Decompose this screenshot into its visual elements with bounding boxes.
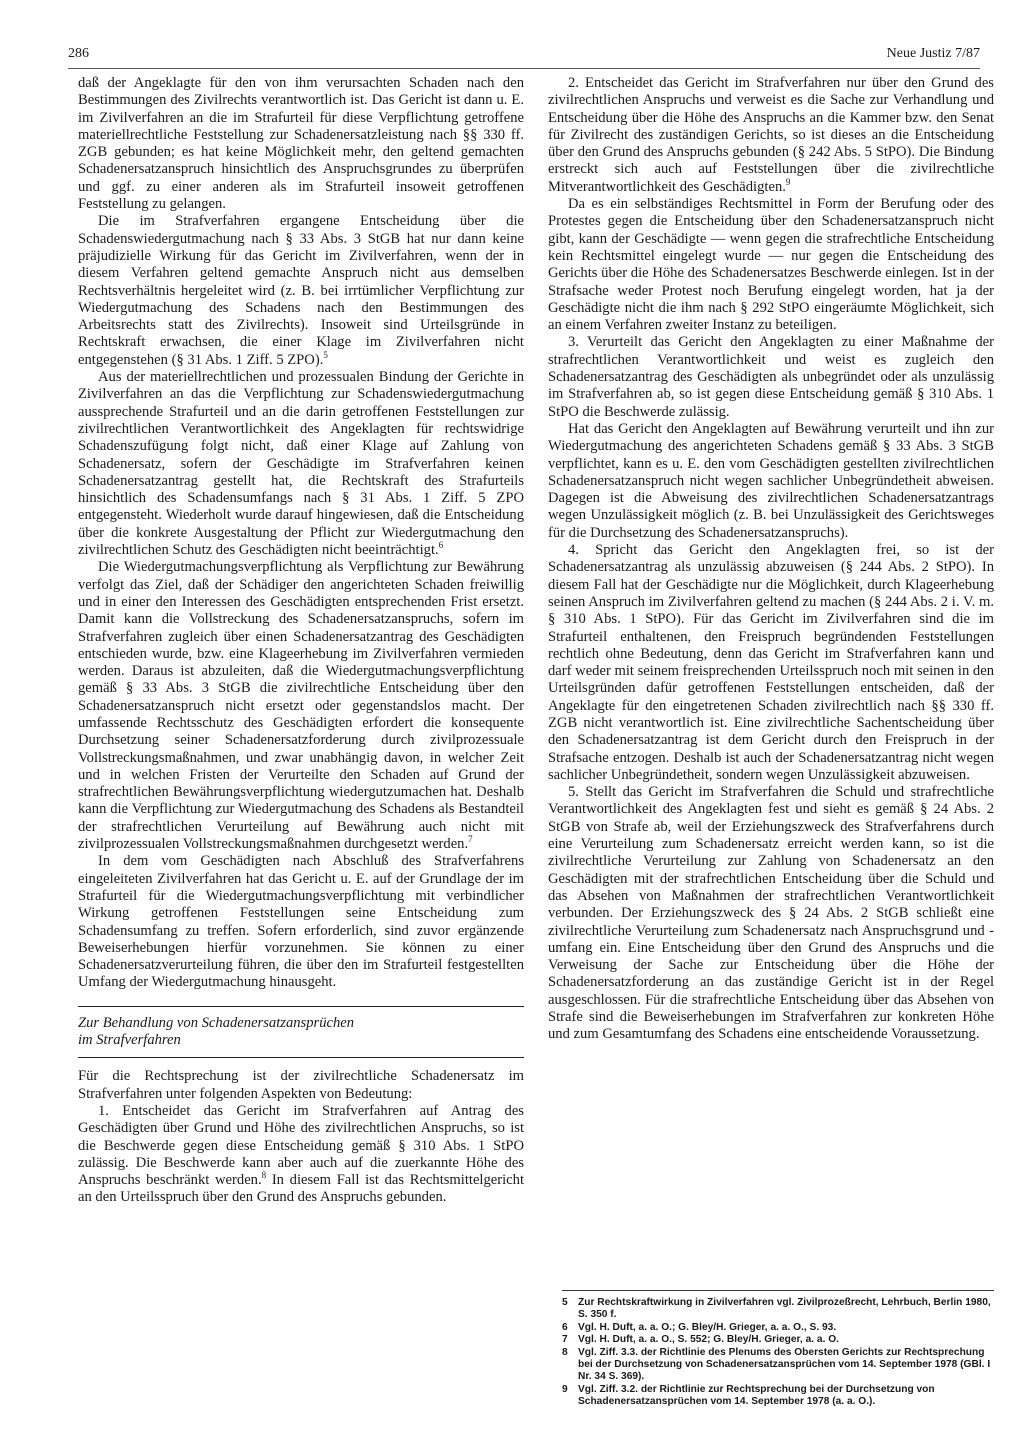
right-column bbox=[548, 75, 994, 1044]
paragraph: Aus der materiellrechtlichen und prozessualen Bindung der Gerichte in Zivilverfahren an das die Verpflichtung zur Schadenswiedergutmachung aussprechende Strafurteil und an die darin getroffenen Feststellungen zur zivilrechtlichen Verantwortlichkeit des Angeklagten für rechtswidrige Schadenszufügung folgt nicht, daß einer Klage auf Zahlung von Schadenersatz, sofern der Geschädigte im Strafverfahren keinen Schadenersatzantrag gestellt hat, die Rechtskraft des Strafurteils hinsichtlich des Schadensumfangs nach § 31 Abs. 1 Ziff. 5 ZPO entgegensteht. Wiederholt wurde darauf hingewiesen, daß die Entscheidung über die konkrete Ausgestaltung der Pflicht zur Wiedergutmachung den zivilrechtlichen Schutz des Geschädigten nicht beeinträchtigt.$^6$ bbox=[78, 369, 524, 559]
paragraph: 4. Spricht das Gericht den Angeklagten frei, so ist der Schadenersatzantrag als unzulässig abzuweisen (§ 244 Abs. 2 StPO). In diesem Fall hat der Geschädigte nur die Möglichkeit, durch Klageerhebung seinen Anspruch im Zivilverfahren geltend zu machen (§ 244 Abs. 2 i. V. m. § 310 Abs. 1 StPO). Für das Gericht im Zivilverfahren sind die im Strafurteil enthaltenen, den Freispruch begründenden Feststellungen rechtlich ohne Bedeutung, denn das Gericht im Strafverfahren kann und darf weder mit seinem freisprechenden Urteilsspruch noch mit seinen in den Urteilsgründen dafür getroffenen Feststellungen entscheiden, daß der Angeklagte für den eingetretenen Schaden zivilrechtlich nach §§ 330 ff. ZGB nicht verantwortlich ist. Eine zivilrechtliche Sachentscheidung über den Schadenersatzantrag ist dem Gericht durch den Freispruch in der Strafsache entzogen. Deshalb ist auch der Schadenersatzantrag nicht wegen sachlicher Unbegründetheit, sondern wegen Unzulässigkeit abzuweisen. bbox=[548, 542, 994, 783]
footnote-ref[interactable]: 8 bbox=[261, 1170, 267, 1181]
footnote: 5 Zur Rechtskraftwirkung in Zivilverfahren vgl. Zivilprozeßrecht, Lehrbuch, Berlin 1980, S. 350 f. bbox=[562, 1297, 991, 1321]
left-column bbox=[78, 75, 524, 1207]
paragraph: Da es ein selbständiges Rechtsmittel in Form der Berufung oder des Protestes gegen die Entscheidung über den Schadenersatzanspruch nicht gibt, kann der Geschädigte — wenn gegen die strafrechtliche Entscheidung kein Rechtsmittel eingelegt wurde — nur gegen die Entscheidung des Gerichts über die Höhe des Schadenersatzes Beschwerde einlegen. Ist in der Strafsache weder Protest noch Berufung eingelegt worden, hat ja der Geschädigte nicht die ihm nach § 292 StPO eingeräumte Möglichkeit, sich an einem Verfahren zweiter Instanz zu beteiligen. bbox=[548, 196, 994, 334]
paragraph: 2. Entscheidet das Gericht im Strafverfahren nur über den Grund des zivilrechtlichen Anspruchs und verweist es die Sache zur Verhandlung und Entscheidung über die Höhe des Anspruchs an die Kammer bzw. den Senat für Zivilrecht des zuständigen Gerichts, so ist dieses an die Entscheidung über den Grund des Anspruchs gebunden (§ 242 Abs. 5 StPO). Die Bindung erstreckt sich auch auf Feststellungen über die zivilrechtliche Mitverantwortlichkeit des Geschädigten.$^9$ bbox=[548, 75, 994, 195]
footnote: 7 Vgl. H. Duft, a. a. O., S. 552; G. Bley/H. Grieger, a. a. O. bbox=[562, 1334, 839, 1346]
footnote: 6 Vgl. H. Duft, a. a. O.; G. Bley/H. Grieger, a. a. O., S. 93. bbox=[562, 1321, 837, 1333]
footnote: 8 Vgl. Ziff. 3.3. der Richtlinie des Plenums des Obersten Gerichts zur Rechtsprechung bei der Durchsetzung von Schadenersatzansprüchen vom 14. September 1978 (GBl. I Nr. 34 S. 369). bbox=[562, 1346, 991, 1383]
footnote-ref[interactable]: 6 bbox=[438, 540, 444, 551]
page-number: 286 bbox=[68, 46, 89, 61]
section-title-line: im Strafverfahren bbox=[78, 1032, 181, 1049]
paragraph: 3. Verurteilt das Gericht den Angeklagten zu einer Maßnahme der strafrechtlichen Verantwortlichkeit und weist es zugleich den Schadenersatzantrag des Geschädigten als unbegründet oder als unzulässig im Strafverfahren ab, so ist gegen diese Entscheidung gemäß § 310 Abs. 1 StPO die Beschwerde zulässig. bbox=[548, 334, 994, 420]
paragraph: 1. Entscheidet das Gericht im Strafverfahren auf Antrag des Geschädigten über Grund und Höhe des zivilrechtlichen Anspruchs, so ist die Beschwerde gegen diese Entscheidung gemäß § 310 Abs. 1 StPO zulässig. Die Beschwerde kann aber auch auf die zuerkannte Höhe des Anspruchs beschränkt werden.$^8$ In diesem Fall ist das Rechtsmittelgericht an den Urteilsspruch über den Grund des Anspruchs gebunden. bbox=[78, 1102, 524, 1206]
page-header bbox=[68, 44, 980, 69]
section-heading bbox=[78, 1006, 524, 1059]
footnote: 9 Vgl. Ziff. 3.2. der Richtlinie zur Rechtsprechung bei der Durchsetzung von Schadenersatzansprüchen vom 14. September 1978 (a. a. O.). bbox=[562, 1383, 935, 1408]
footnotes bbox=[562, 1290, 994, 1409]
section-title-line: Zur Behandlung von Schadenersatzansprüchen bbox=[78, 1014, 355, 1031]
footnote-ref[interactable]: 9 bbox=[785, 176, 791, 187]
paragraph: Die Wiedergutmachungsverpflichtung als Verpflichtung zur Bewährung verfolgt das Ziel, daß der Schädiger den angerichteten Schaden freiwillig und in einer den Interessen des Geschädigten entsprechenden Frist ersetzt. Damit kann die Vollstreckung des Schadenersatzanspruchs, sofern im Strafverfahren zugleich über einen Schadenersatzantrag des Geschädigten entschieden wurde, bzw. eine Klageerhebung im Zivilverfahren vermieden werden. Daraus ist abzuleiten, daß die Wiedergutmachungsverpflichtung gemäß § 33 Abs. 3 StGB die zivilrechtliche Entscheidung über den Schadenersatzanspruch nicht ersetzt oder gegenstandslos macht. Der umfassende Rechtsschutz des Geschädigten erfordert die konsequente Durchsetzung seiner Schadenersatzforderung durch zivilprozessuale Vollstreckungsmaßnahmen, und zwar unabhängig davon, in welcher Zeit und in welchen Fristen der Verurteilte den Schaden auf Grund der strafrechtlichen Bewährungsverpflichtung wiedergutzumachen hat. Deshalb kann die Verpflichtung zur Wiedergutmachung des Schadens als Bestandteil der strafrechtlichen Verurteilung auf Bewährung auch nicht mit zivilprozessualen Vollstreckungsmaßnahmen durchgesetzt werden.$^7$ bbox=[78, 559, 524, 853]
paragraph: Für die Rechtsprechung ist der zivilrechtliche Schadenersatz im Strafverfahren unter folgenden Aspekten von Bedeutung: bbox=[78, 1068, 524, 1102]
paragraph: 5. Stellt das Gericht im Strafverfahren die Schuld und strafrechtliche Verantwortlichkeit des Angeklagten fest und sieht es gemäß § 24 Abs. 2 StGB von Strafe ab, weil der Erziehungszweck des Strafverfahrens durch eine Verurteilung zum Schadenersatz erreicht werden kann, so ist die zivilrechtliche Verurteilung zur Zahlung von Schadenersatz an den Geschädigten mit der strafrechtlichen Entscheidung über die Schuld und das Absehen von Maßnahmen der strafrechtlichen Verantwortlichkeit verbunden. Der Erziehungszweck des § 24 Abs. 2 StGB schließt eine zivilrechtliche Verurteilung zum Schadenersatz nach Anspruchsgrund und -umfang ein. Eine Entscheidung über den Grund des Anspruchs und die Verweisung der Sache zur Entscheidung über die Höhe der Schadenersatzforderung an das zuständige Gericht ist in der Regel ausgeschlossen. Für die strafrechtliche Entscheidung über das Absehen von Strafe sind die Beweiserhebungen im Strafverfahren zur konkreten Höhe und zum Gesamtumfang des Schadens eine entscheidende Voraussetzung. bbox=[548, 784, 994, 1043]
paragraph: Die im Strafverfahren ergangene Entscheidung über die Schadenswiedergutmachung nach § 33 Abs. 3 StGB hat nur dann keine präjudizielle Wirkung für das Gericht im Zivilverfahren, wenn der in diesem Verfahren geltend gemachte Anspruch nicht aus demselben Rechtsverhältnis hergeleitet wird (z. B. bei irrtümlicher Verpflichtung zur Wiedergutmachung des Schadens nach den Bestimmungen des Arbeitsrechts statt des Zivilrechts). Insoweit sind Urteilsgründe in Rechtskraft erwachsen, die einer Klage im Zivilverfahren nicht entgegenstehen (§ 31 Abs. 1 Ziff. 5 ZPO).$^5$ bbox=[78, 213, 524, 368]
paragraph: Hat das Gericht den Angeklagten auf Bewährung verurteilt und ihn zur Wiedergutmachung des angerichteten Schadens gemäß § 33 Abs. 3 StGB verpflichtet, kann es u. E. den vom Geschädigten gestellten zivilrechtlichen Schadenersatzanspruch nicht wegen sachlicher Unbegründetheit abweisen. Dagegen ist die Abweisung des zivilrechtlichen Schadenersatzantrags wegen Unzulässigkeit möglich (z. B. bei Unzulässigkeit des Gerichtsweges für die Durchsetzung des Schadenersatzanspruchs). bbox=[548, 420, 994, 541]
footnote-ref[interactable]: 7 bbox=[468, 834, 473, 845]
journal-issue: Neue Justiz 7/87 bbox=[886, 46, 980, 61]
footnote-ref[interactable]: 5 bbox=[323, 349, 328, 360]
paragraph: In dem vom Geschädigten nach Abschluß des Strafverfahrens eingeleiteten Zivilverfahren hat das Gericht u. E. auf der Grundlage der im Strafurteil für die Wiedergutmachungsverpflichtung mit verbindlicher Wirkung getroffenen Feststellungen seine Entscheidung zum Schadensumfang zu treffen. Sofern erforderlich, sind zuvor ergänzende Beweiserhebungen hierfür vorzunehmen. Sie können zu einer Schadenersatzverurteilung führen, die über den im Strafurteil festgestellten Umfang der Wiedergutmachung hinausgeht. bbox=[78, 853, 524, 991]
paragraph: daß der Angeklagte für den von ihm verursachten Schaden nach den Bestimmungen des Zivilrechts verantwortlich ist. Das Gericht ist dann u. E. im Zivilverfahren an die im Strafurteil für diese Verpflichtung getroffene materiellrechtliche Feststellung zur Schadenersatzleistung nach §§ 330 ff. ZGB gebunden; es hat keine Möglichkeit mehr, den geltend gemachten Schadenersatzanspruch hinsichtlich des Anspruchsgrundes zu überprüfen und ggf. zu einer anderen als im Strafurteil insoweit getroffenen Feststellung zu gelangen. bbox=[78, 75, 524, 213]
